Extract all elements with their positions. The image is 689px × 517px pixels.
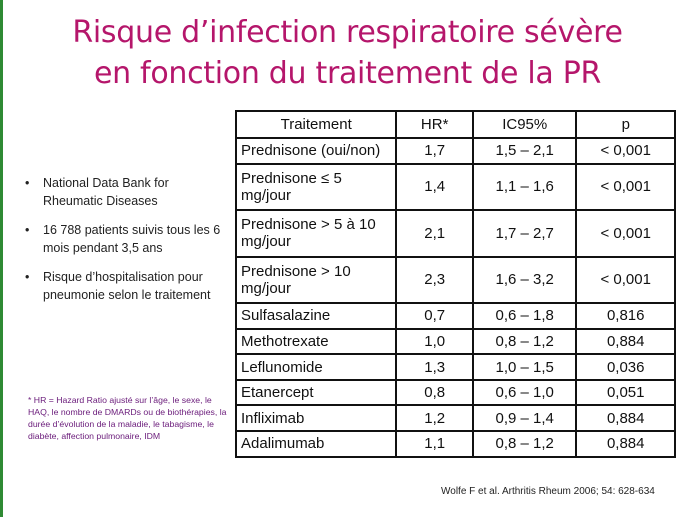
cell-hr: 1,7 xyxy=(396,138,473,164)
cell-ic95: 1,5 – 2,1 xyxy=(473,138,577,164)
table-row xyxy=(236,329,675,355)
cell-p: 0,884 xyxy=(576,329,675,355)
cell-p: 0,036 xyxy=(576,354,675,380)
cell-p: 0,884 xyxy=(576,431,675,457)
cell-p: < 0,001 xyxy=(576,164,675,211)
cell-traitement: Prednisone > 10 mg/jour xyxy=(236,257,396,304)
cell-ic95: 0,8 – 1,2 xyxy=(473,329,577,355)
hr-footnote: * HR = Hazard Ratio ajusté sur l’âge, le sexe, le HAQ, le nombre de DMARDs ou de biothérapies, la durée d’évolution de la maladie, le tabagisme, le diabète, affection pulmonaire, IDM xyxy=(28,395,227,441)
slide-title xyxy=(3,12,689,94)
header-traitement: Traitement xyxy=(236,111,396,138)
cell-ic95: 0,6 – 1,0 xyxy=(473,380,577,406)
cell-p: < 0,001 xyxy=(576,210,675,257)
cell-ic95: 1,7 – 2,7 xyxy=(473,210,577,257)
table-header-row xyxy=(236,111,675,138)
bullet-item: • 16 788 patients suivis tous les 6 mois pendant 3,5 ans xyxy=(23,221,228,257)
bullet-item: • National Data Bank for Rheumatic Diseases xyxy=(23,174,228,210)
cell-hr: 1,4 xyxy=(396,164,473,211)
header-hr: HR* xyxy=(396,111,473,138)
cell-ic95: 0,6 – 1,8 xyxy=(473,303,577,329)
cell-traitement: Infliximab xyxy=(236,405,396,431)
cell-hr: 1,3 xyxy=(396,354,473,380)
cell-ic95: 1,0 – 1,5 xyxy=(473,354,577,380)
cell-hr: 2,1 xyxy=(396,210,473,257)
cell-traitement: Etanercept xyxy=(236,380,396,406)
table-row xyxy=(236,303,675,329)
cell-hr: 2,3 xyxy=(396,257,473,304)
table-row xyxy=(236,210,675,257)
table-row xyxy=(236,354,675,380)
table-row xyxy=(236,257,675,304)
title-line-1: Risque d’infection respiratoire sévère xyxy=(72,15,623,50)
header-p: p xyxy=(576,111,675,138)
bullet-list xyxy=(23,174,228,315)
table-row xyxy=(236,405,675,431)
table-row xyxy=(236,431,675,457)
cell-p: 0,816 xyxy=(576,303,675,329)
cell-traitement: Prednisone (oui/non) xyxy=(236,138,396,164)
cell-traitement: Prednisone > 5 à 10 mg/jour xyxy=(236,210,396,257)
cell-traitement: Sulfasalazine xyxy=(236,303,396,329)
bullet-item: • Risque d’hospitalisation pour pneumonie selon le traitement xyxy=(23,268,228,304)
cell-hr: 1,1 xyxy=(396,431,473,457)
title-line-2: en fonction du traitement de la PR xyxy=(93,56,602,91)
cell-p: < 0,001 xyxy=(576,257,675,304)
header-ic95: IC95% xyxy=(473,111,577,138)
table-row xyxy=(236,138,675,164)
citation: Wolfe F et al. Arthritis Rheum 2006; 54: 628-634 xyxy=(441,486,655,497)
results-table xyxy=(235,110,676,458)
cell-traitement: Prednisone ≤ 5 mg/jour xyxy=(236,164,396,211)
cell-ic95: 1,6 – 3,2 xyxy=(473,257,577,304)
cell-traitement: Adalimumab xyxy=(236,431,396,457)
cell-hr: 0,8 xyxy=(396,380,473,406)
table-row xyxy=(236,164,675,211)
table-row xyxy=(236,380,675,406)
cell-p: 0,884 xyxy=(576,405,675,431)
cell-p: 0,051 xyxy=(576,380,675,406)
cell-p: < 0,001 xyxy=(576,138,675,164)
cell-ic95: 0,8 – 1,2 xyxy=(473,431,577,457)
cell-ic95: 1,1 – 1,6 xyxy=(473,164,577,211)
cell-hr: 0,7 xyxy=(396,303,473,329)
cell-ic95: 0,9 – 1,4 xyxy=(473,405,577,431)
cell-traitement: Methotrexate xyxy=(236,329,396,355)
cell-hr: 1,0 xyxy=(396,329,473,355)
cell-hr: 1,2 xyxy=(396,405,473,431)
cell-traitement: Leflunomide xyxy=(236,354,396,380)
